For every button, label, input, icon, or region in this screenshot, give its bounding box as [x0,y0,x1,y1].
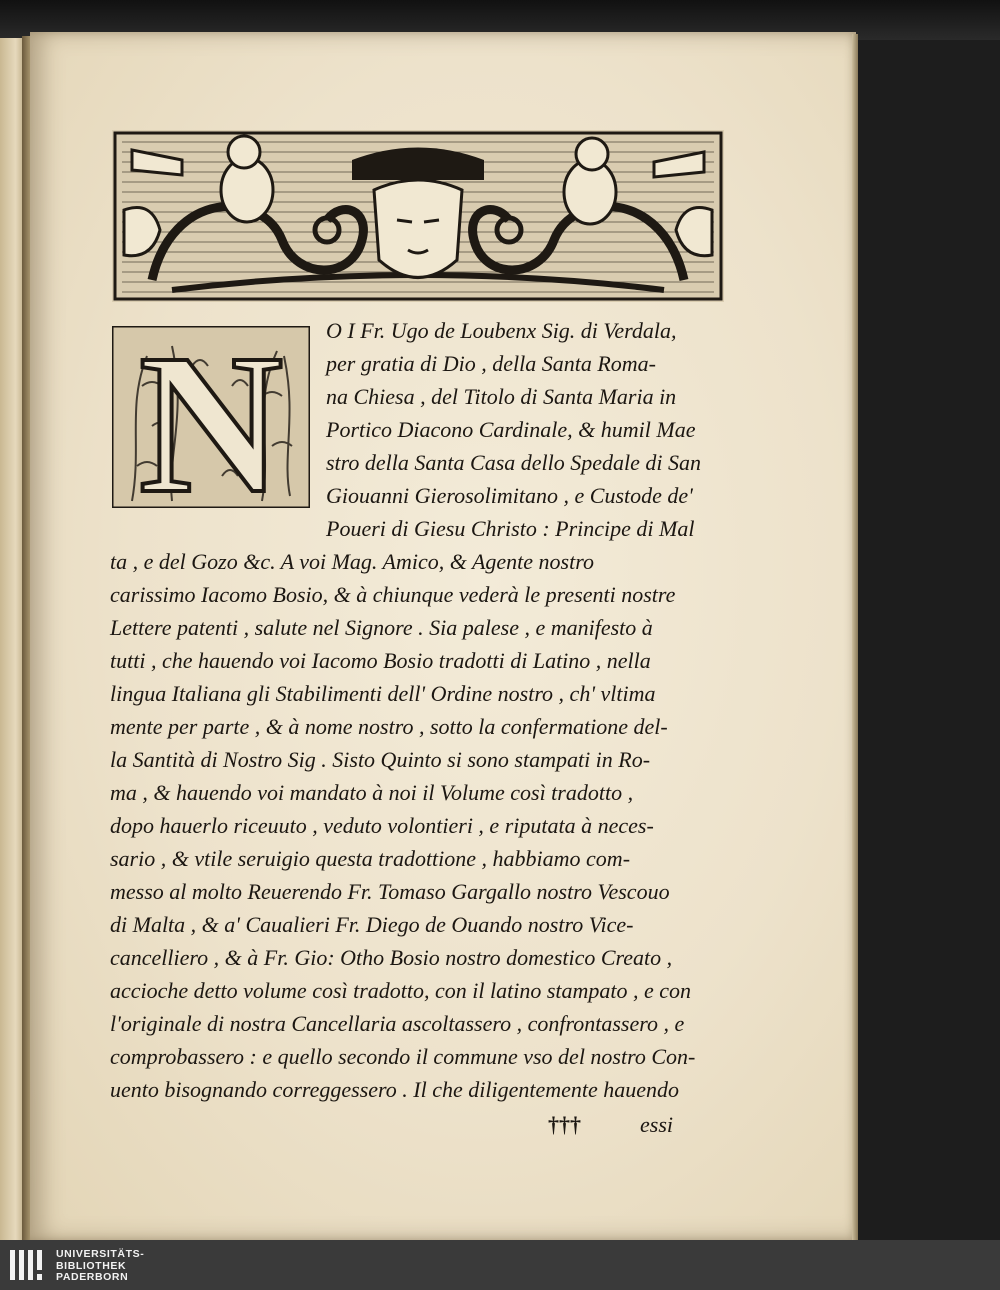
text-line: ta , e del Gozo &c. A voi Mag. Amico, & Agente nostro [110,549,594,574]
text-line: Poueri di Giesu Christo : Principe di Mal [326,516,695,541]
text-line: di Malta , & a' Caualieri Fr. Diego de Ouando nostro Vice- [110,912,634,937]
text-line: stro della Santa Casa dello Spedale di San [326,450,701,475]
text-line: Giouanni Gierosolimitano , e Custode de' [326,483,693,508]
library-name-line: PADERBORN [56,1271,129,1283]
text-line: comprobassero : e quello secondo il commune vso del nostro Con- [110,1044,696,1069]
text-line: carissimo Iacomo Bosio, & à chiunque vederà le presenti nostre [110,582,676,607]
text-line: lingua Italiana gli Stabilimenti dell' Ordine nostro , ch' vltima [110,681,656,706]
text-line: na Chiesa , del Titolo di Santa Maria in [326,384,677,409]
woodcut-headpiece [112,130,724,302]
page-fore-edge [852,34,858,1240]
signature-mark: ††† [548,1112,581,1137]
catchword: essi [640,1112,673,1137]
text-line: mente per parte , & à nome nostro , sotto la confermatione del- [110,714,668,739]
library-name-line: BIBLIOTHEK [56,1259,127,1272]
text-line: la Santità di Nostro Sig . Sisto Quinto si sono stampati in Ro- [110,747,651,772]
text-line: messo al molto Reuerendo Fr. Tomaso Gargallo nostro Vescouo [110,879,670,904]
library-footer [0,1240,1000,1290]
text-line: tutti , che hauendo voi Iacomo Bosio tradotti di Latino , nella [110,648,651,673]
text-line: per gratia di Dio , della Santa Roma- [326,351,656,376]
text-line: ma , & hauendo voi mandato à noi il Volume così tradotto , [110,780,634,805]
text-line: Portico Diacono Cardinale, & humil Mae [326,417,696,442]
text-line: Lettere patenti , salute nel Signore . Sia palese , e manifesto à [110,615,653,640]
text-line: cancelliero , & à Fr. Gio: Otho Bosio nostro domestico Creato , [110,945,673,970]
text-line: accioche detto volume così tradotto, con il latino stampato , e con [110,978,692,1003]
library-name [56,1249,144,1284]
text-line: uento bisognando correggessero . Il che diligentemente hauendo [110,1077,680,1102]
decorated-initial [112,326,310,508]
text-line: O I Fr. Ugo de Loubenx Sig. di Verdala, [326,318,677,343]
library-logo-icon [8,1246,48,1284]
initial-letter: N [138,326,284,508]
text-line: dopo hauerlo riceuuto , veduto volontieri , e riputata à neces- [110,813,654,838]
library-name-line: UNIVERSITÄTS- [56,1248,145,1260]
text-line: l'originale di nostra Cancellaria ascoltassero , confrontassero , e [110,1011,685,1036]
text-line: sario , & vtile seruigio questa tradottione , habbiamo com- [110,846,631,871]
